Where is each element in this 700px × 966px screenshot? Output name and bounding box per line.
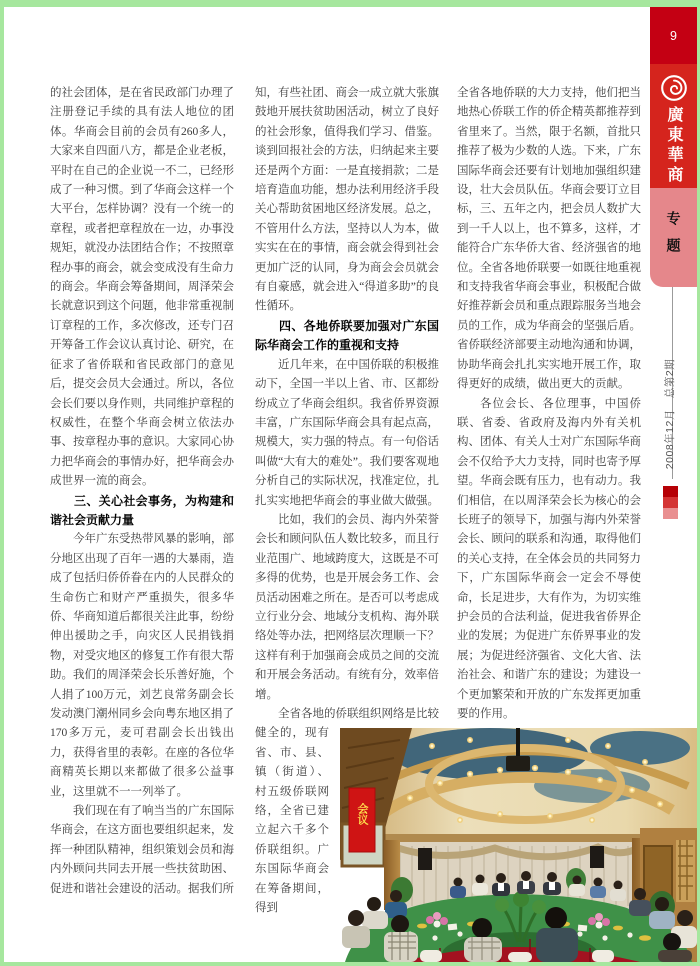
speaker-icon (418, 848, 432, 870)
page-sheet (4, 7, 697, 962)
paragraph: 各位会长、各位理事，中国侨联、省委、省政府及海内外有关机构、团体、有关人士对广东国际华商会不仅给予大力支持，同时也寄予厚望。华商会既有压力，也有动力。我们相信，在以周泽荣会长为核心的会长班子的领导下，加强与海内外荣誉会长、顾问的联系和沟通，取得他们的关心支持，在全体会员的共同努力下，广东国际华商会一定会不辱使命，长足进步，大有作为，为切实维护会员的合法利益，促进我省侨界企业的发展；为促进广东侨界事业的发展；为促进经济强省、文化大省、法治社会、和谐广东的建设；为建设一个更加繁荣和开放的广东发挥更加重要的作用。 (457, 397, 641, 720)
section-heading-3: 三、关心社会事务，为构建和谐社会贡献力量 (50, 493, 234, 527)
conference-photo-illustration (340, 728, 697, 962)
section-tab (650, 188, 697, 287)
paragraph: 比如，我们的会员、海内外荣誉会长和顾问队伍人数比较多，而且行业范围广、地域跨度大，这既是不可多得的优势，也是开展会务工作、会员活动困难之所在。是否可以考虑成立行业分会、地域分支机构、海外联络处等办法，把网络层次理顺一下？这样有利于加强商会成员之间的交流和开展会务活动。有统有分，效率倍增。 (255, 513, 439, 701)
meeting-banner (349, 788, 375, 852)
text-column-3 (457, 84, 641, 724)
paragraph: 今年广东受热带风暴的影响，部分地区出现了百年一遇的大暴雨，造成了包括归侨侨眷在内的人民群众的生命伤亡和财产严重损失，很多华侨、华商知道后都很关注此事，纷纷伸出援助之手，向灾区人民捐钱捐物，对受灾地区的修复工作有很大帮助。我们的周泽荣会长乐善好施，个人捐了100万元，刘艺良常务副会长发动澳门潮州同乡会向粤东地区捐了170多万元，麦可君副会长出钱出力，获得省里的表彰。在座的各位华商精英长期以来都做了很多公益事业，这里就不一一列举了。 (50, 533, 234, 798)
magazine-title: 廣東華商 (665, 106, 682, 186)
section-heading-4: 四、各地侨联要加强对广东国际华商会工作的重视和支持 (255, 318, 439, 353)
magazine-logo-icon (660, 74, 688, 102)
magazine-brand-block (650, 64, 697, 188)
marker-square-dark (663, 486, 678, 497)
paragraph: 的社会团体，是在省民政部门办理了注册登记手续的具有法人地位的团体。华商会目前的会员有260多人，大家来自四面八方，都是企业老板，平时在自己的企业说一不二，已经形成了一种习惯。到了华商会这样一个大平台，怎样协调？没有一个统一的章程，或者把章程放在一边，办事没规矩，就没办法团结合作；不按照章程办事的商会，就会变成没有生命力的商会。华商会筹备期间，周泽荣会长就意识到这个问题，他非常重视制订章程的工作，多次修改，还专门召开筹备工作会议认真讨论、研究，在征求了省侨联和省民政部门的意见后，提交会员大会通过。所以，各位会长们要以身作则，共同维护章程的权威性，在整个华商会树立依法办事、按章程办事的意识。大家同心协力把华商会的事情办好，把华商会办成世界一流的商会。 (50, 87, 234, 488)
section-label: 专题 (665, 210, 682, 265)
paragraph: 全省各地的侨联组织网络是比较 (278, 708, 439, 720)
speaker-icon (590, 846, 604, 868)
banner-text: 会议 (356, 803, 368, 825)
projector-icon (516, 728, 520, 758)
paragraph: 我们现在有了响当当的广东国际华商会，在这方面也要组织起来，发挥一种团队精神，组织策划会员和海内外顾问共同去开展一些扶贫助困、促进和谐社会建设的活动。据我们所 (50, 805, 234, 895)
page-number: 9 (670, 28, 677, 43)
issue-info: 2008年12月 总第2期 (664, 358, 676, 470)
paragraph: 全省各地侨联的大力支持，他们把当地热心侨联工作的侨企精英都推荐到省里来了。当然，限于名额，首批只推荐了极为少数的人选。下来，广东国际华商会还要有计划地加强组织建设，壮大会员队伍。华商会要订立目标，三、五年之内，把会员人数扩大到一千人以上，也不算多，这样，才能符合广东华侨大省、经济强省的地位。全省各地侨联要一如既往地重视和支持我省华商会事业，积极配合做好推荐新会员和重点跟踪服务当地会员的工作，成为华商会的坚强后盾。省侨联经济部要主动地沟通和协调，协助华商会扎扎实实地开展工作，取得更好的成绩，做出更大的贡献。 (457, 87, 641, 391)
marker-square-light (663, 508, 678, 519)
conference-photo (340, 728, 697, 962)
issue-marker-squares (663, 486, 678, 519)
text-column-1 (50, 84, 234, 899)
paragraph-photo-wrap: 健全的，现有省、市、县、镇（街道）、村五级侨联网络，全省已建立起六千多个侨联组织。广东国际华商会在筹备期间，得到 (255, 727, 329, 915)
page-number-block (650, 7, 697, 64)
paragraph: 近几年来，在中国侨联的积极推动下，全国一半以上省、市、区都纷纷成立了华商会组织。我省侨界资源丰富，广东国际华商会具有起点高，规模大，实力强的特点。有一句俗话叫做“大有大的难处”。我们要客观地分析自己的实际状况，找准定位，扎扎实实地把华商会的事业做大做强。 (255, 358, 439, 507)
paragraph: 知，有些社团、商会一成立就大张旗鼓地开展扶贫助困活动，树立了良好的社会形象，值得我们学习、借鉴。谈到回报社会的方法，归纳起来主要还是两个方面：一是直接捐款；二是培育造血功能，想办法利用经济手段关心帮助贫困地区经济发展。总之，不管用什么方法，坚持以人为本，做实实在在的事情，商会就会得到社会更加广泛的认同，身为商会会员就会有自豪感，就会进入“得道多助”的良性循环。 (255, 87, 439, 313)
marker-square-mid (663, 497, 678, 508)
